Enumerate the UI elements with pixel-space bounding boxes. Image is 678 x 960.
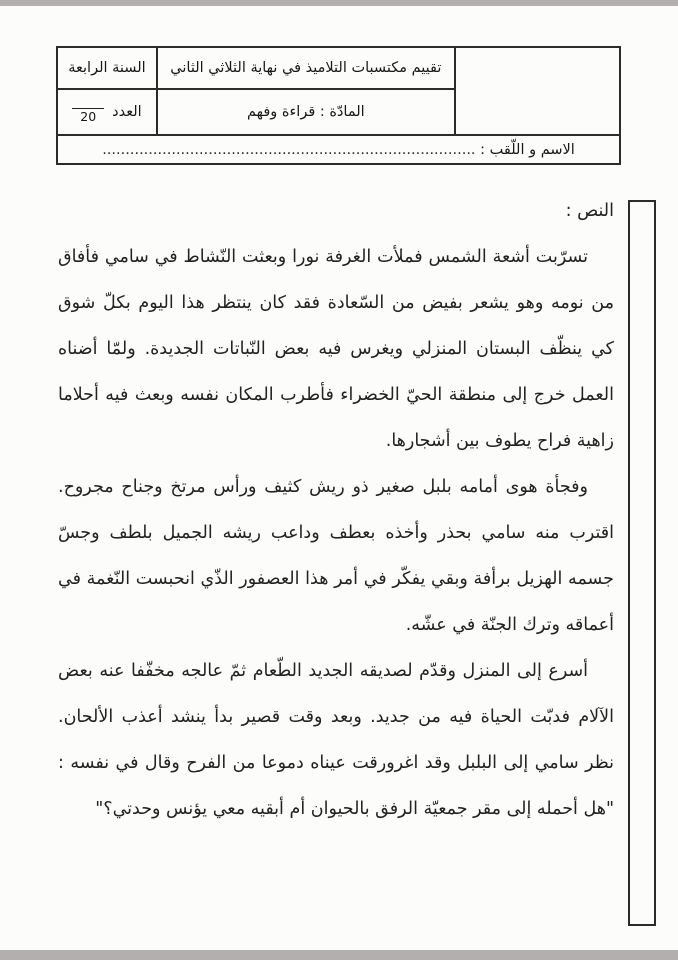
score-cell <box>57 89 157 135</box>
header-table <box>56 46 621 165</box>
school-year: السنة الرابعة <box>57 47 157 89</box>
score-denominator: 20 <box>80 108 97 124</box>
header-empty-cell <box>455 47 620 135</box>
score-label: العدد <box>112 104 142 120</box>
passage-paragraph-1: تسرّبت أشعة الشمس فملأت الغرفة نورا وبعثت النّشاط في سامي فأفاق من نومه وهو يشعر بفيض من السّعادة فقد كان ينتظر هذا اليوم بكلّ شوق كي ينظّف البستان المنزلي ويغرس فيه بعض النّباتات الجديدة. ولمّا أضناه العمل خرج إلى منطقة الحيّ الخضراء فأطرب المكان نفسه وبعث فيه أحلاما زاهية فراح يطوف بين أشجارها. <box>58 247 614 451</box>
subject-cell: المادّة : قراءة وفهم <box>157 89 455 135</box>
name-row <box>57 135 620 164</box>
reading-passage <box>58 188 614 832</box>
side-margin-box <box>628 200 656 926</box>
passage-paragraph-2: وفجأة هوى أمامه بلبل صغير ذو ريش كثيف ورأس مرتخ وجناح مجروح. اقترب منه سامي بحذر وأخذه بعطف وداعب ريشه الجميل بلطف وجسّ جسمه الهزيل برأفة وبقي يفكّر في أمر هذا العصفور الذّي انحبست النّغمة في أعماقه وترك الجنّة في عشّه. <box>58 477 614 635</box>
name-label: الاسم و اللّقب : <box>480 141 575 158</box>
name-fill-in-line: ................................................................................. <box>102 141 476 158</box>
score-fraction <box>72 108 104 124</box>
scan-edge-top <box>0 0 678 6</box>
section-label: النص : <box>565 201 614 221</box>
passage-paragraph-3: أسرع إلى المنزل وقدّم لصديقه الجديد الطّعام ثمّ عالجه مخفّفا عنه بعض الآلام فدبّت الحياة فيه من جديد. وبعد وقت قصير بدأ ينشد أعذب الألحان. نظر سامي إلى البلبل وقد اغرورقت عيناه دموعا من الفرح وقال في نفسه : "هل أحمله إلى مقر جمعيّة الرفق بالحيوان أم أبقيه معي يؤنس وحدتي؟" <box>58 661 614 819</box>
exam-title: تقييم مكتسبات التلاميذ في نهاية الثلاثي الثاني <box>157 47 455 89</box>
scan-edge-bottom <box>0 950 678 960</box>
